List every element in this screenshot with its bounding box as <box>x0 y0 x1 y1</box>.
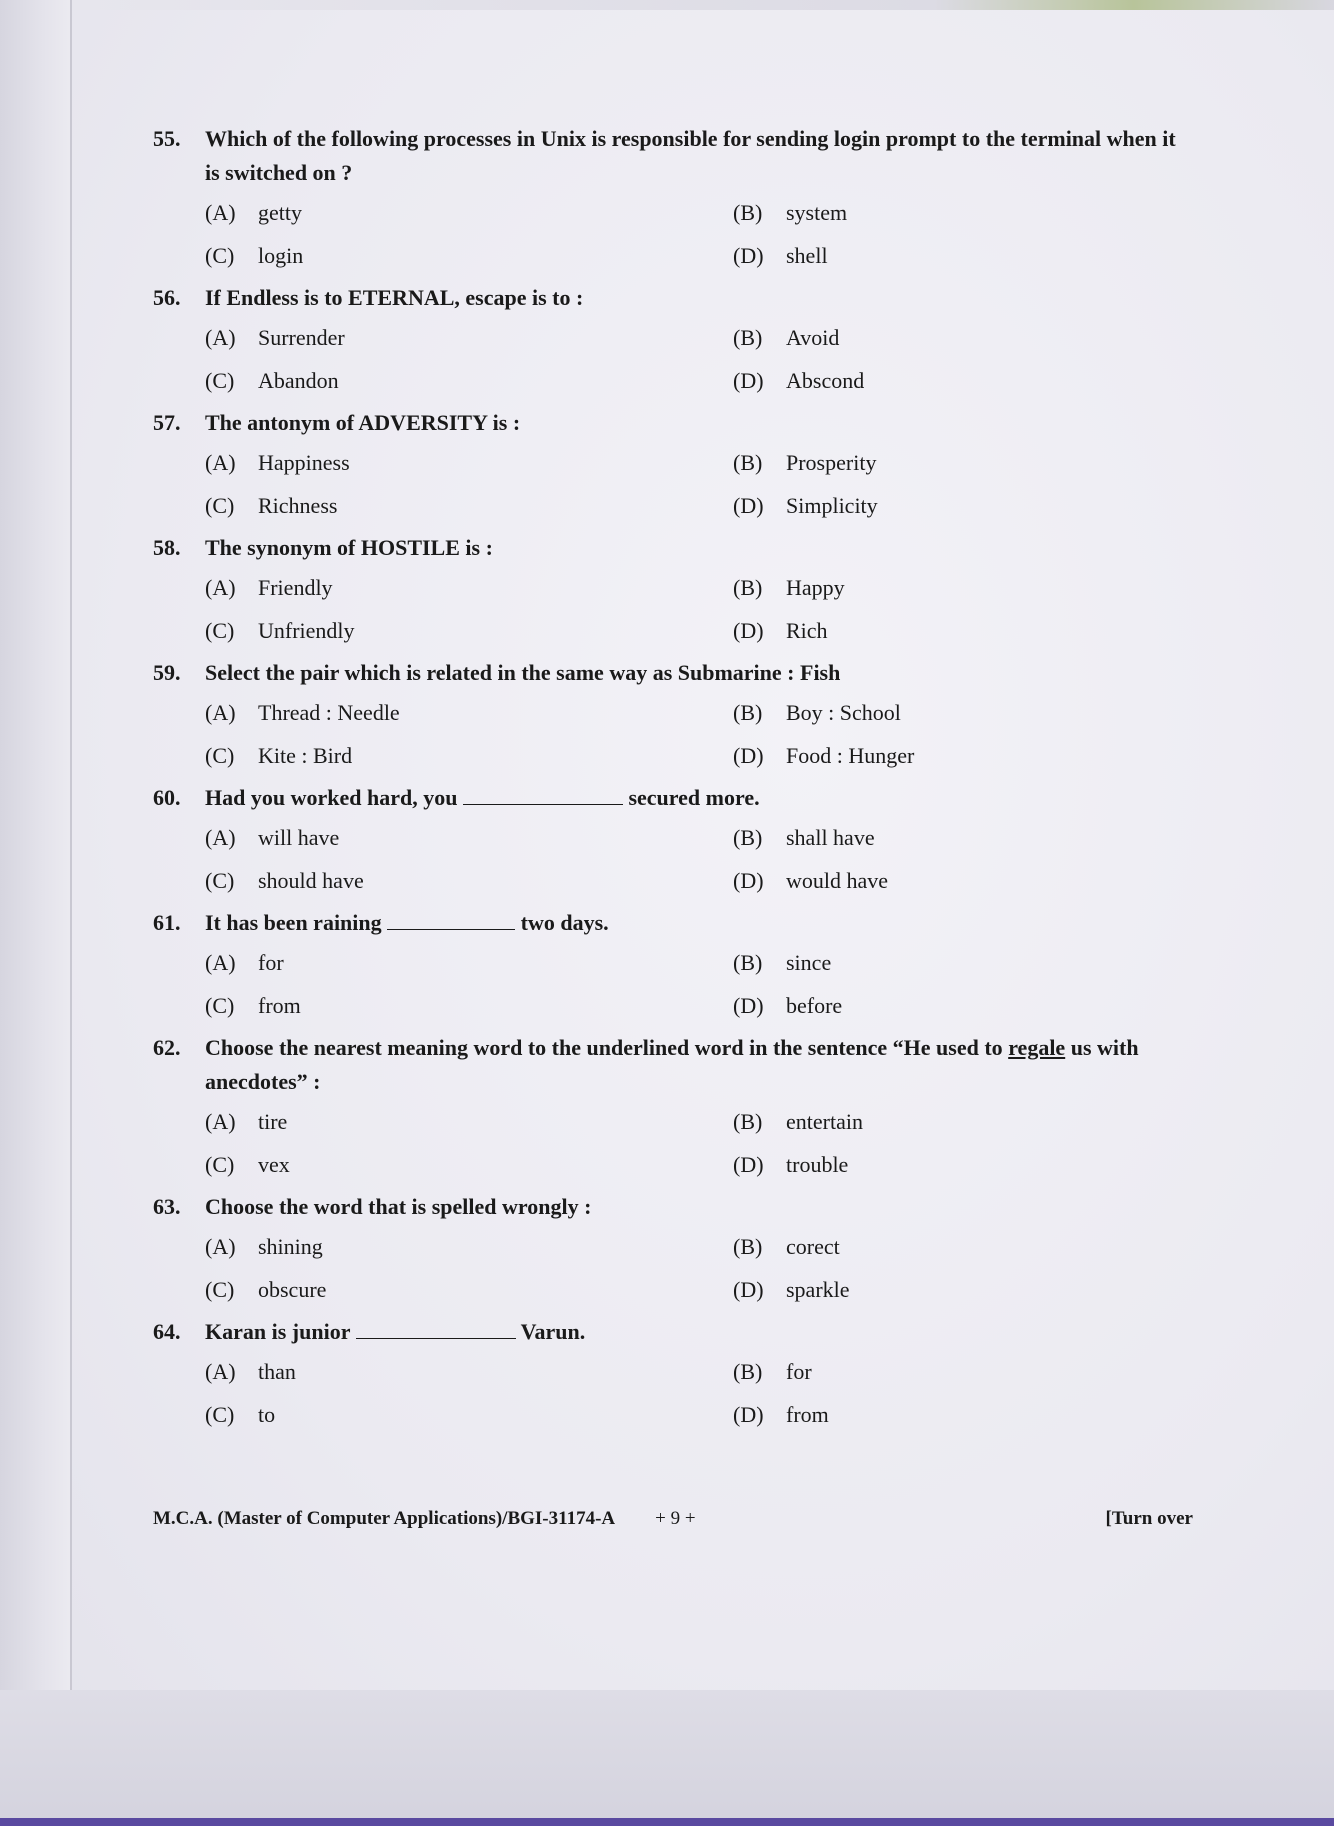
page-footer <box>153 1508 1193 1530</box>
option-label: (B) <box>733 825 763 850</box>
question-number: 64. <box>153 1319 181 1344</box>
question-number: 59. <box>153 660 181 685</box>
option-label: (D) <box>733 368 764 393</box>
option-label: (B) <box>733 950 763 975</box>
question-text: Choose the word that is spelled wrongly : <box>205 1194 592 1219</box>
option-label: (B) <box>733 1109 763 1134</box>
option-label: (C) <box>205 1402 235 1427</box>
option-text: Unfriendly <box>258 618 355 643</box>
option-text: Surrender <box>258 325 345 350</box>
question-61 <box>153 906 1193 1031</box>
options <box>205 690 1193 781</box>
option-label: (D) <box>733 868 764 893</box>
question-63 <box>153 1190 1193 1315</box>
option-text: should have <box>258 868 364 893</box>
option-text: sparkle <box>786 1277 850 1302</box>
option-a <box>205 816 733 859</box>
option-label: (B) <box>733 450 763 475</box>
option-label: (A) <box>205 825 236 850</box>
page-left-margin <box>0 0 72 1826</box>
option-b <box>733 1225 1193 1268</box>
question-text <box>205 906 1193 940</box>
question-text: The synonym of HOSTILE is : <box>205 535 493 560</box>
option-text: obscure <box>258 1277 327 1302</box>
option-text: trouble <box>786 1152 849 1177</box>
option-d <box>733 859 1193 902</box>
option-c <box>205 234 733 277</box>
question-text-before: Choose the nearest meaning word to the underlined word in the sentence “He used to <box>205 1035 1003 1060</box>
question-text-before: Had you worked hard, you <box>205 785 458 810</box>
option-c <box>205 984 733 1027</box>
option-c <box>205 484 733 527</box>
option-b <box>733 191 1193 234</box>
option-c <box>205 1268 733 1311</box>
option-text: Simplicity <box>786 493 878 518</box>
question-number: 61. <box>153 910 181 935</box>
option-text: tire <box>258 1109 288 1134</box>
options <box>205 1099 1193 1190</box>
option-c <box>205 359 733 402</box>
option-label: (D) <box>733 493 764 518</box>
option-d <box>733 484 1193 527</box>
option-label: (A) <box>205 700 236 725</box>
option-label: (C) <box>205 743 235 768</box>
option-text: shell <box>786 243 828 268</box>
answer-blank <box>356 1318 516 1339</box>
page-number: + 9 + <box>655 1508 696 1529</box>
answer-blank <box>463 784 623 805</box>
question-text-after: two days. <box>520 910 609 935</box>
option-label: (A) <box>205 950 236 975</box>
options <box>205 440 1193 531</box>
option-text: from <box>258 993 301 1018</box>
option-a <box>205 941 733 984</box>
option-b <box>733 316 1193 359</box>
page-bottom-margin <box>0 1690 1334 1826</box>
option-b <box>733 941 1193 984</box>
option-c <box>205 1143 733 1186</box>
option-text: Richness <box>258 493 338 518</box>
question-text-before: It has been raining <box>205 910 382 935</box>
question-56 <box>153 281 1193 406</box>
option-label: (B) <box>733 1234 763 1259</box>
option-text: than <box>258 1359 296 1384</box>
option-c <box>205 609 733 652</box>
question-text-before: Karan is junior <box>205 1319 351 1344</box>
option-label: (C) <box>205 1152 235 1177</box>
option-text: before <box>786 993 843 1018</box>
option-c <box>205 859 733 902</box>
option-label: (D) <box>733 1152 764 1177</box>
option-text: Kite : Bird <box>258 743 353 768</box>
option-label: (D) <box>733 243 764 268</box>
question-text <box>205 1315 1193 1349</box>
answer-blank <box>387 909 515 930</box>
option-text: will have <box>258 825 340 850</box>
option-text: would have <box>786 868 889 893</box>
option-label: (D) <box>733 1277 764 1302</box>
option-a <box>205 1350 733 1393</box>
option-b <box>733 1350 1193 1393</box>
option-text: Avoid <box>786 325 840 350</box>
question-59 <box>153 656 1193 781</box>
question-number: 58. <box>153 535 181 560</box>
question-text: Select the pair which is related in the same way as Submarine : Fish <box>205 660 841 685</box>
option-label: (D) <box>733 743 764 768</box>
question-text-after: secured more. <box>628 785 760 810</box>
option-text: Abandon <box>258 368 339 393</box>
option-text: Happy <box>786 575 845 600</box>
options <box>205 565 1193 656</box>
option-text: Food : Hunger <box>786 743 915 768</box>
option-text: shall have <box>786 825 875 850</box>
option-text: since <box>786 950 832 975</box>
option-a <box>205 566 733 609</box>
option-a <box>205 1100 733 1143</box>
question-text: Which of the following processes in Unix is responsible for sending login prompt to the terminal when it is switched on ? <box>205 126 1176 185</box>
option-b <box>733 1100 1193 1143</box>
option-d <box>733 1268 1193 1311</box>
option-b <box>733 691 1193 734</box>
option-a <box>205 316 733 359</box>
option-text: Boy : School <box>786 700 901 725</box>
option-d <box>733 234 1193 277</box>
option-text: for <box>786 1359 812 1384</box>
option-label: (C) <box>205 868 235 893</box>
question-number: 62. <box>153 1035 181 1060</box>
option-label: (A) <box>205 450 236 475</box>
option-text: entertain <box>786 1109 863 1134</box>
option-label: (C) <box>205 1277 235 1302</box>
option-text: corect <box>786 1234 840 1259</box>
question-text: The antonym of ADVERSITY is : <box>205 410 521 435</box>
option-a <box>205 1225 733 1268</box>
option-text: Prosperity <box>786 450 877 475</box>
option-label: (A) <box>205 1234 236 1259</box>
question-text-after: us with anecdotes” : <box>205 1035 1139 1094</box>
option-d <box>733 734 1193 777</box>
option-a <box>205 441 733 484</box>
options <box>205 190 1193 281</box>
option-d <box>733 359 1193 402</box>
question-58 <box>153 531 1193 656</box>
option-text: Friendly <box>258 575 333 600</box>
option-label: (B) <box>733 1359 763 1384</box>
option-label: (C) <box>205 368 235 393</box>
option-label: (A) <box>205 200 236 225</box>
page-fold-line <box>70 0 72 1690</box>
option-label: (A) <box>205 325 236 350</box>
option-label: (B) <box>733 200 763 225</box>
option-label: (D) <box>733 993 764 1018</box>
bottom-edge <box>0 1818 1334 1826</box>
options <box>205 315 1193 406</box>
options <box>205 940 1193 1031</box>
options <box>205 1349 1193 1440</box>
option-text: Thread : Needle <box>258 700 400 725</box>
option-d <box>733 609 1193 652</box>
option-label: (A) <box>205 1109 236 1134</box>
question-64 <box>153 1315 1193 1440</box>
option-d <box>733 1393 1193 1436</box>
option-text: Abscond <box>786 368 865 393</box>
paper-code: M.C.A. (Master of Computer Applications)/BGI-31174-A <box>153 1508 616 1529</box>
question-number: 63. <box>153 1194 181 1219</box>
question-62 <box>153 1031 1193 1190</box>
option-text: system <box>786 200 848 225</box>
option-label: (B) <box>733 700 763 725</box>
option-label: (A) <box>205 575 236 600</box>
question-text <box>205 1031 1193 1099</box>
option-label: (D) <box>733 1402 764 1427</box>
question-number: 55. <box>153 126 181 151</box>
option-text: Happiness <box>258 450 350 475</box>
top-edge <box>0 0 1334 10</box>
question-57 <box>153 406 1193 531</box>
option-label: (B) <box>733 575 763 600</box>
option-text: to <box>258 1402 276 1427</box>
option-a <box>205 691 733 734</box>
option-label: (C) <box>205 993 235 1018</box>
option-label: (D) <box>733 618 764 643</box>
option-label: (B) <box>733 325 763 350</box>
options <box>205 815 1193 906</box>
option-text: from <box>786 1402 829 1427</box>
question-number: 57. <box>153 410 181 435</box>
option-d <box>733 984 1193 1027</box>
option-text: Rich <box>786 618 828 643</box>
question-number: 56. <box>153 285 181 310</box>
option-text: vex <box>258 1152 290 1177</box>
option-label: (A) <box>205 1359 236 1384</box>
question-number: 60. <box>153 785 181 810</box>
option-b <box>733 816 1193 859</box>
option-a <box>205 191 733 234</box>
option-b <box>733 441 1193 484</box>
option-text: getty <box>258 200 302 225</box>
option-label: (C) <box>205 618 235 643</box>
question-text <box>205 781 1193 815</box>
option-text: for <box>258 950 284 975</box>
option-c <box>205 734 733 777</box>
question-text: If Endless is to ETERNAL, escape is to : <box>205 285 584 310</box>
question-60 <box>153 781 1193 906</box>
option-text: login <box>258 243 304 268</box>
question-text-after: Varun. <box>520 1319 586 1344</box>
option-text: shining <box>258 1234 323 1259</box>
option-b <box>733 566 1193 609</box>
turn-over-note: [Turn over <box>1105 1508 1193 1529</box>
option-d <box>733 1143 1193 1186</box>
underlined-word: regale <box>1008 1035 1066 1060</box>
option-label: (C) <box>205 493 235 518</box>
options <box>205 1224 1193 1315</box>
option-c <box>205 1393 733 1436</box>
question-55 <box>153 122 1193 281</box>
question-list <box>153 122 1193 1440</box>
option-label: (C) <box>205 243 235 268</box>
